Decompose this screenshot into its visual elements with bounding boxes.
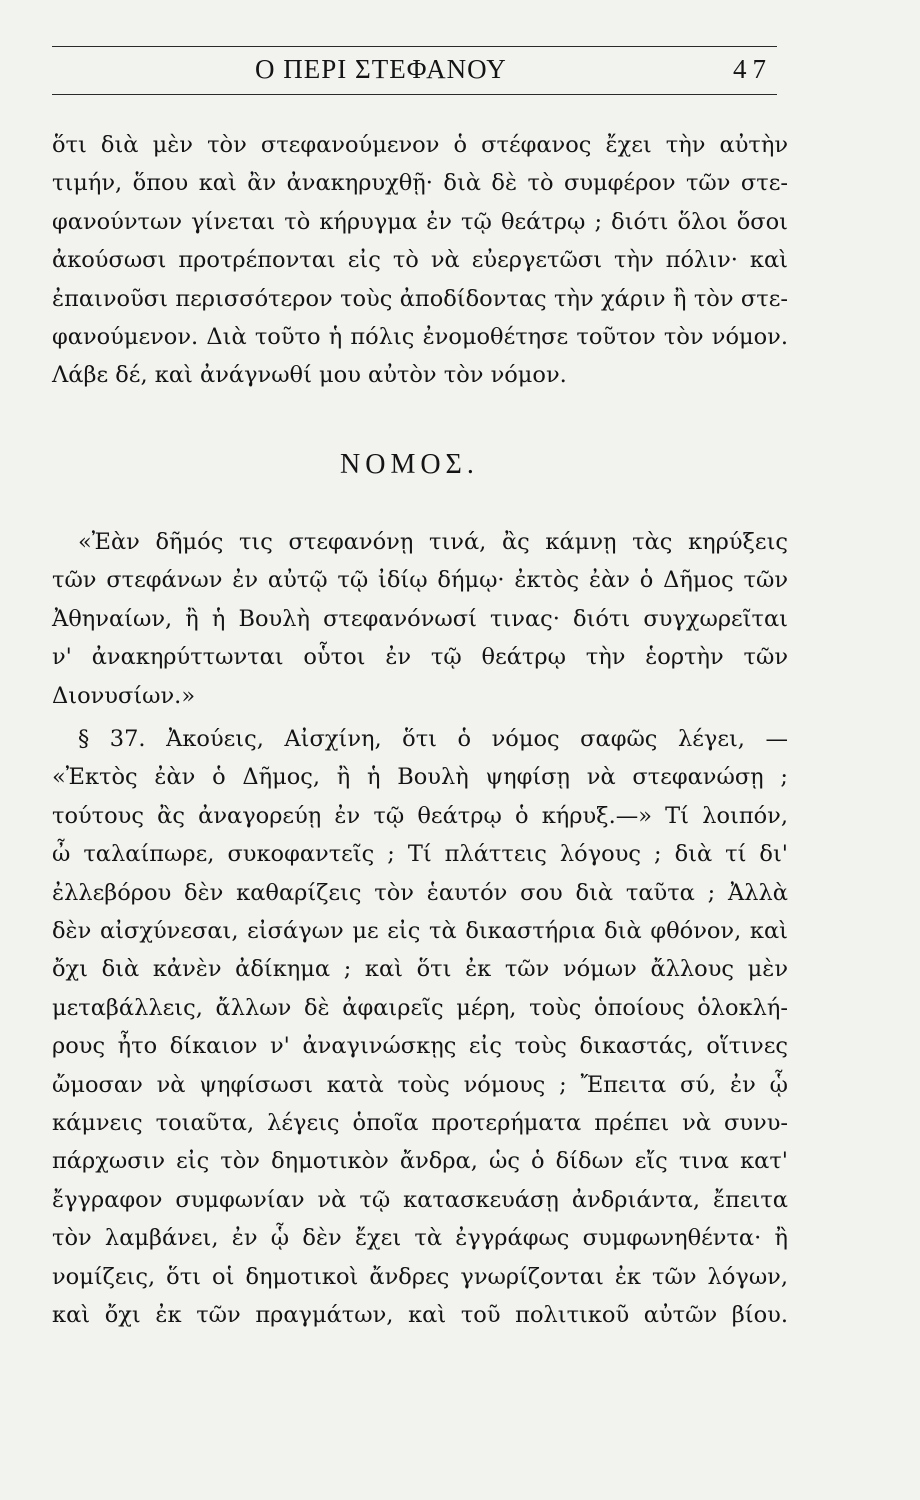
text-line: φανούντων γίνεται τὸ κήρυγμα ἐν τῷ θεάτρῳ ; διότι ὅλοι ὅσοι: [52, 208, 788, 235]
text-line: ἀκούσωσι προτρέπονται εἰς τὸ νὰ εὐεργετῶσι τὴν πόλιν· καὶ: [52, 247, 788, 274]
text-line: Ἀθηναίων, ἢ ἡ Βουλὴ στεφανόνωσί τινας· διότι συγχωρεῖται: [52, 605, 788, 632]
header-bottom-rule: [52, 94, 777, 95]
text-line: «Ἐὰν δῆμός τις στεφανόνῃ τινά, ἂς κάμνῃ τὰς κηρύξεις: [78, 529, 788, 555]
text-line: ὅτι διὰ μὲν τὸν στεφανούμενον ὁ στέφανος ἔχει τὴν αὐτὴν: [52, 132, 788, 158]
text-line: τούτους ἂς ἀναγορεύῃ ἐν τῷ θεάτρῳ ὁ κήρυξ.—» Τί λοιπόν,: [52, 802, 788, 829]
text-line: ὤμοσαν νὰ ψηφίσωσι κατὰ τοὺς νόμους ; Ἔπειτα σύ, ἐν ᾧ: [52, 1071, 788, 1098]
text-line: «Ἐκτὸς ἐὰν ὁ Δῆμος, ἢ ἡ Βουλὴ ψηφίσῃ νὰ στεφανώσῃ ;: [52, 764, 788, 791]
section-title: ΝΟΜΟΣ.: [340, 449, 479, 480]
text-line: ν' ἀνακηρύττωνται οὗτοι ἐν τῷ θεάτρῳ τὴν ἑορτὴν τῶν: [52, 644, 788, 671]
text-line: φανούμενον. Διὰ τοῦτο ἡ πόλις ἐνομοθέτησε τοῦτον τὸν νόμον.: [52, 324, 788, 351]
text-line: μεταβάλλεις, ἄλλων δὲ ἀφαιρεῖς μέρη, τοὺς ὁποίους ὁλοκλή-: [52, 994, 788, 1021]
text-line: τὸν λαμβάνει, ἐν ᾧ δὲν ἔχει τὰ ἐγγράφως συμφωνηθέντα· ἢ: [52, 1225, 788, 1252]
law-text: [52, 523, 788, 715]
paragraph-37: [52, 720, 788, 1335]
text-line: δὲν αἰσχύνεσαι, εἰσάγων με εἰς τὰ δικαστήρια διὰ φθόνον, καὶ: [52, 918, 788, 945]
text-line: κάμνεις τοιαῦτα, λέγεις ὁποῖα προτερήματα πρέπει νὰ συνυ-: [52, 1110, 788, 1137]
text-line: καὶ ὄχι ἐκ τῶν πραγμάτων, καὶ τοῦ πολιτικοῦ αὐτῶν βίου.: [52, 1302, 788, 1329]
text-line: § 37. Ἀκούεις, Αἰσχίνη, ὅτι ὁ νόμος σαφῶς λέγει, —: [78, 726, 788, 752]
text-line: Λάβε δέ, καὶ ἀνάγνωθί μου αὐτὸν τὸν νόμον.: [52, 362, 567, 389]
text-line: ὦ ταλαίπωρε, συκοφαντεῖς ; Τί πλάττεις λόγους ; διὰ τί δι': [52, 841, 788, 868]
text-line: ἔγγραφον συμφωνίαν νὰ τῷ κατασκευάσῃ ἀνδριάντα, ἔπειτα: [52, 1186, 788, 1213]
text-line: τιμήν, ὅπου καὶ ἂν ἀνακηρυχθῇ· διὰ δὲ τὸ συμφέρον τῶν στε-: [52, 170, 788, 197]
page-number: 47: [733, 54, 772, 84]
text-line: πάρχωσιν εἰς τὸν δημοτικὸν ἄνδρα, ὡς ὁ δίδων εἴς τινα κατ': [52, 1148, 788, 1175]
text-line: ρους ἦτο δίκαιον ν' ἀναγινώσκῃς εἰς τοὺς δικαστάς, οἵτινες: [52, 1033, 788, 1060]
header-top-rule: [52, 46, 777, 47]
paragraph-intro: [52, 126, 788, 395]
text-line: νομίζεις, ὅτι οἱ δημοτικοὶ ἄνδρες γνωρίζονται ἐκ τῶν λόγων,: [52, 1263, 788, 1290]
text-line: ἐλλεβόρου δὲν καθαρίζεις τὸν ἑαυτόν σου διὰ ταῦτα ; Ἀλλὰ: [52, 879, 788, 906]
running-head: Ο ΠΕΡΙ ΣΤΕΦΑΝΟΥ: [255, 54, 507, 84]
text-line: ἐπαινοῦσι περισσότερον τοὺς ἀποδίδοντας τὴν χάριν ἢ τὸν στε-: [52, 285, 788, 312]
text-line: ὄχι διὰ κἀνὲν ἀδίκημα ; καὶ ὅτι ἐκ τῶν νόμων ἄλλους μὲν: [52, 956, 788, 983]
text-line: τῶν στεφάνων ἐν αὐτῷ τῷ ἰδίῳ δήμῳ· ἐκτὸς ἐὰν ὁ Δῆμος τῶν: [52, 567, 788, 594]
text-line: Διονυσίων.»: [52, 682, 196, 709]
